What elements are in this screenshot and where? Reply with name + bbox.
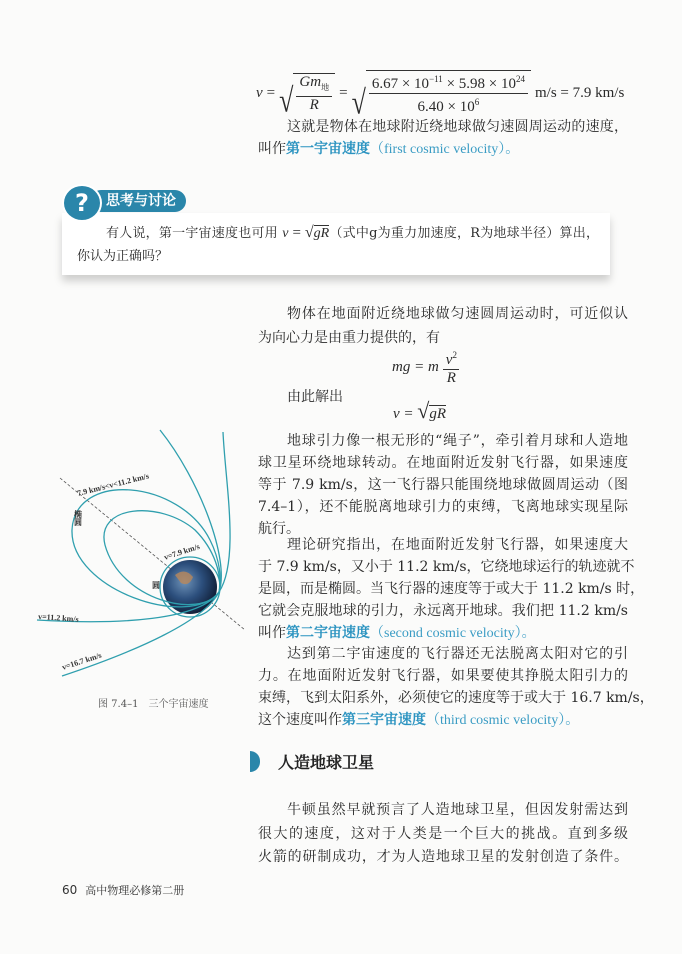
den: 6.40 × 10 — [417, 99, 475, 115]
exp-a: −11 — [429, 74, 443, 84]
label-ellipse: 椭圆 — [73, 510, 83, 526]
formula-lhs: v = — [393, 406, 418, 422]
text-line: 于 7.9 km/s，又小于 11.2 km/s，它绕地球运行的轨迹就不 — [258, 559, 635, 575]
text-line: 地球引力像一根无形的“绳子”，牵引着月球和人造地 — [287, 433, 628, 449]
formula-result: m/s = 7.9 km/s — [534, 84, 625, 101]
exp-den: 6 — [474, 97, 480, 107]
formula-eq: = — [288, 225, 305, 241]
formula-eq: = — [266, 84, 276, 101]
key-term-en: （third cosmic velocity）。 — [426, 713, 580, 728]
discussion-title: 思考与讨论 — [90, 190, 186, 212]
formula-exp: 2 — [452, 350, 457, 360]
formula-gm: Gm — [299, 73, 322, 90]
num-a: 6.67 × 10 — [371, 76, 430, 92]
question-icon: ? — [62, 184, 102, 222]
text-line: 等于 7.9 km/s，这一飞行器只能围绕地球做圆周运动（图 — [258, 477, 628, 493]
sqrt-2: √ $\frac{6.67 \times 10^{-11} \times 5.98 \times 10^{24}}{6.40 \times 10^6}$ — [352, 70, 531, 116]
text-line: 达到第二宇宙速度的飞行器还无法脱离太阳对它的引 — [287, 646, 628, 662]
text: 叫作 — [258, 141, 286, 157]
text-line: 航行。 — [258, 521, 300, 537]
formula-lhs: mg = m — [392, 358, 439, 375]
text-line: 物体在地面附近绕地球做匀速圆周运动时，可近似认 — [287, 306, 628, 322]
hyperbolic-orbit — [62, 430, 221, 676]
sqrt-1: √ $\frac{Gm_地}{R}$ — [279, 73, 335, 114]
page-number: 60 — [62, 883, 78, 897]
formula-v: v — [282, 226, 289, 241]
text-line: 牛顿虽然早就预言了人造地球卫星，但因发射需达到 — [287, 802, 628, 818]
key-term: 第二宇宙速度 — [286, 625, 370, 641]
text-line: 你认为正确吗？ — [77, 249, 169, 264]
formula-num: v — [445, 352, 453, 368]
formula-sub: 地 — [321, 82, 330, 92]
text: 有人说，第一宇宙速度也可用 — [106, 226, 283, 241]
formula-var: v — [256, 84, 263, 101]
formula-eq: = — [339, 84, 348, 101]
paragraph-satellite — [258, 799, 628, 870]
label-escape: v=11.2 km/s — [37, 612, 79, 624]
sqrt-icon: √ — [304, 224, 314, 241]
book-title: 高中物理必修第二册 — [85, 884, 185, 897]
text-line: 它就会克服地球的引力，永远离开地球。我们把 11.2 km/s — [258, 603, 628, 619]
text-line: 为向心力是由重力提供的，有 — [258, 330, 440, 346]
page-footer — [62, 882, 184, 898]
text: 叫作 — [258, 625, 286, 641]
text-line: 力。在地面附近发射飞行器，如果要使其挣脱太阳引力的 — [258, 668, 628, 684]
figure-caption: 图 7.4–1 三个宇宙速度 — [98, 699, 209, 710]
text-line: 很大的速度，这对于人类是一个巨大的挑战。直到多级 — [258, 825, 628, 842]
text-line: 火箭的研制成功，才为人造地球卫星的发射创造了条件。 — [258, 849, 628, 865]
text-line: 这就是物体在地球附近绕地球做匀速圆周运动的速度， — [287, 119, 628, 135]
text-line: 球卫星环绕地球转动。在地面附近发射飞行器，如果速度 — [258, 455, 628, 471]
label-circle: 圆 — [152, 581, 160, 590]
formula-r: R — [309, 96, 319, 113]
exp-b: 24 — [515, 74, 525, 84]
key-term: 第一宇宙速度 — [286, 141, 370, 157]
formula-den: R — [446, 370, 456, 386]
formula-rad: gR — [429, 406, 447, 422]
text: （式中g为重力加速度，R为地球半径）算出， — [329, 226, 599, 241]
text: 这个速度叫作 — [258, 712, 342, 728]
formula-rad: gR — [313, 226, 330, 241]
text-line: 理论研究指出，在地面附近发射飞行器，如果速度大 — [287, 537, 628, 553]
label-ellipse-range: 7.9 km/s<v<11.2 km/s — [76, 471, 150, 498]
text-line: 7.4–1），还不能脱离地球引力的束缚，飞离地球实现星际 — [258, 499, 628, 515]
key-term-en: （second cosmic velocity）。 — [370, 626, 536, 641]
solve-label: 由此解出 — [287, 389, 343, 405]
major-axis-line — [60, 478, 245, 630]
label-circle-speed: v=7.9 km/s — [162, 541, 201, 562]
sqrt-icon: √ — [417, 398, 430, 423]
key-term-en: （first cosmic velocity）。 — [370, 142, 520, 157]
text-line: 束缚，飞到太阳系外，必须使它的速度等于或大于 16.7 km/s， — [258, 690, 654, 706]
section-heading: 人造地球卫星 — [278, 753, 375, 772]
text-line: 是圆，而是椭圆。当飞行器的速度等于或大于 11.2 km/s 时， — [258, 581, 645, 597]
num-b: × 5.98 × 10 — [442, 76, 516, 92]
key-term: 第三宇宙速度 — [342, 712, 426, 728]
label-solar: v=16.7 km/s — [60, 650, 103, 672]
